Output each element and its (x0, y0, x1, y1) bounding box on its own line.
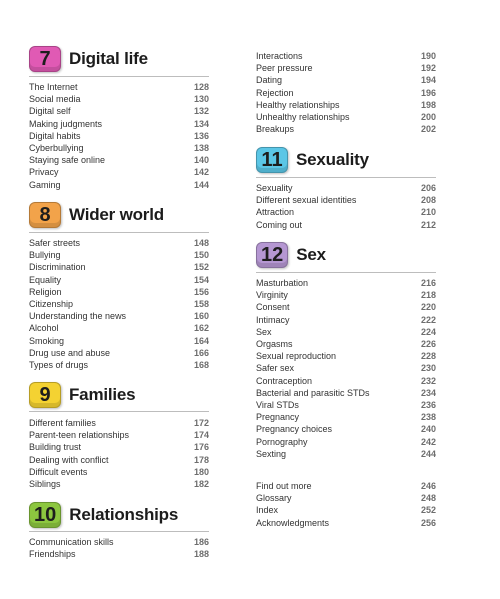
chapter-number-badge: 8 (29, 202, 61, 228)
toc-entry-title: Friendships (29, 549, 76, 560)
toc-entry-page-number: 190 (420, 51, 436, 61)
toc-entry (256, 362, 436, 374)
toc-entry-title: Peer pressure (256, 63, 313, 74)
toc-entry (29, 548, 209, 560)
toc-entry (29, 310, 209, 322)
toc-entry-page-number: 230 (420, 363, 436, 374)
toc-entry-title: Pornography (256, 436, 308, 447)
toc-entry-title: Types of drugs (29, 360, 89, 370)
toc-entry (29, 93, 209, 105)
toc-entry (29, 466, 209, 478)
toc-entry-title: Unhealthy relationships (256, 112, 350, 122)
chapter-title: Sex (296, 245, 326, 264)
toc-entry-title: Index (256, 505, 279, 516)
toc-entry (256, 219, 436, 231)
toc-entry-page-number: 176 (193, 442, 209, 453)
toc-entry-page-number: 206 (420, 183, 436, 193)
toc-entry (29, 429, 209, 441)
toc-entry (29, 536, 209, 548)
toc-entry-page-number: 198 (420, 99, 436, 110)
toc-entry-page-number: 256 (420, 517, 436, 528)
toc-entry (256, 504, 436, 516)
section-header-relationships (29, 502, 178, 528)
toc-entry-title: Contraception (256, 375, 313, 386)
toc-entry-page-number: 158 (193, 299, 209, 309)
toc-entry (29, 130, 209, 142)
toc-entry (29, 335, 209, 347)
toc-entry-title: Equality (29, 274, 62, 285)
toc-entry-title: Glossary (256, 493, 292, 504)
toc-entry-page-number: 154 (193, 274, 209, 285)
toc-entry-title: Attraction (256, 207, 295, 218)
section-divider (29, 411, 209, 412)
toc-entry-title: Intimacy (256, 314, 290, 325)
toc-entry-page-number: 232 (420, 375, 436, 386)
chapter-number-badge: 9 (29, 382, 61, 408)
toc-entry-title: Digital self (29, 106, 71, 117)
toc-entry (29, 274, 209, 286)
toc-entry-page-number: 252 (420, 505, 436, 516)
toc-entry (29, 347, 209, 359)
toc-entry (256, 123, 436, 135)
toc-entry-title: Building trust (29, 442, 82, 453)
toc-entry-title: Difficult events (29, 466, 88, 477)
toc-entry-page-number: 182 (193, 479, 209, 489)
section-divider (256, 177, 436, 178)
toc-entry (256, 350, 436, 362)
toc-entry-page-number: 242 (420, 436, 436, 447)
chapter-number-badge: 10 (29, 502, 61, 528)
toc-entry-page-number: 210 (420, 207, 436, 218)
toc-entry-page-number: 148 (193, 238, 209, 248)
chapter-number-badge: 11 (256, 147, 288, 173)
toc-entry (256, 387, 436, 399)
toc-entry (29, 118, 209, 130)
toc-entry-page-number: 134 (193, 118, 209, 129)
toc-entry-title: Sex (256, 326, 272, 337)
toc-entry-page-number: 240 (420, 424, 436, 435)
toc-entry-title: Communication skills (29, 537, 114, 547)
toc-entry-page-number: 130 (193, 94, 209, 105)
toc-entry (256, 289, 436, 301)
toc-entry (256, 338, 436, 350)
section-divider (256, 272, 436, 273)
toc-entry-title: Bacterial and parasitic STDs (256, 387, 370, 398)
toc-entry-page-number: 238 (420, 412, 436, 423)
section-divider (29, 531, 209, 532)
toc-entry-page-number: 222 (420, 314, 436, 325)
toc-entry-page-number: 136 (193, 130, 209, 141)
toc-entry-title: Bullying (29, 250, 61, 261)
toc-entry (29, 441, 209, 453)
toc-entry-page-number: 168 (193, 360, 209, 370)
toc-entry-page-number: 166 (193, 347, 209, 358)
toc-entry (256, 111, 436, 123)
chapter-title: Digital life (69, 49, 148, 68)
toc-entry-title: Sexting (256, 448, 287, 459)
toc-entry-page-number: 224 (420, 326, 436, 337)
toc-entry-title: Making judgments (29, 118, 103, 129)
toc-entry-page-number: 236 (420, 400, 436, 410)
toc-entry-title: Smoking (29, 335, 65, 346)
toc-entry (29, 298, 209, 310)
toc-entry (256, 411, 436, 423)
toc-entry-page-number: 150 (193, 250, 209, 261)
toc-entry-page-number: 160 (193, 311, 209, 322)
section-header-digital-life (29, 46, 148, 72)
toc-entry-page-number: 162 (193, 323, 209, 334)
chapter-title: Families (69, 385, 136, 404)
toc-entry (29, 249, 209, 261)
toc-entry (256, 448, 436, 460)
section-header-sexuality (256, 147, 369, 173)
toc-entry-page-number: 144 (193, 179, 209, 190)
toc-entry (29, 359, 209, 371)
toc-entry-title: Breakups (256, 124, 295, 135)
toc-entry-title: Acknowledgments (256, 517, 330, 528)
toc-entry-page-number: 216 (420, 278, 436, 288)
toc-entry (29, 154, 209, 166)
chapter-title: Relationships (69, 505, 179, 524)
toc-entry (256, 375, 436, 387)
toc-entry-title: Coming out (256, 219, 303, 230)
toc-entry (256, 62, 436, 74)
section-divider (29, 76, 209, 77)
toc-entry-page-number: 228 (420, 351, 436, 362)
toc-entry (29, 417, 209, 429)
toc-entry (256, 277, 436, 289)
toc-entry-page-number: 132 (193, 106, 209, 117)
toc-entry-page-number: 218 (420, 290, 436, 301)
chapter-number-badge: 12 (256, 242, 288, 268)
toc-entry-title: Understanding the news (29, 311, 127, 322)
toc-entry-title: Citizenship (29, 299, 74, 309)
toc-entry (29, 454, 209, 466)
toc-entry-title: Digital habits (29, 130, 81, 141)
toc-entry (29, 105, 209, 117)
toc-entry-title: Viral STDs (256, 400, 299, 410)
toc-entry-title: Pregnancy (256, 412, 300, 423)
toc-entry-page-number: 246 (420, 481, 436, 491)
toc-entry-title: Parent-teen relationships (29, 430, 130, 441)
toc-entry-page-number: 140 (193, 155, 209, 166)
toc-entry-title: Pregnancy choices (256, 424, 333, 435)
toc-entry-page-number: 220 (420, 302, 436, 313)
toc-entry-title: Privacy (29, 167, 59, 178)
toc-entry-page-number: 248 (420, 493, 436, 504)
toc-entry (256, 301, 436, 313)
toc-entry-page-number: 172 (193, 418, 209, 428)
toc-entry (29, 142, 209, 154)
toc-entry-title: Safer streets (29, 238, 81, 248)
toc-entry (256, 399, 436, 411)
toc-entry-page-number: 128 (193, 82, 209, 92)
toc-entry-page-number: 138 (193, 143, 209, 153)
toc-entry-title: Sexuality (256, 183, 293, 193)
toc-entry-page-number: 200 (420, 112, 436, 122)
toc-entry (256, 50, 436, 62)
toc-entry-page-number: 156 (193, 286, 209, 297)
toc-entry (29, 478, 209, 490)
toc-entry-page-number: 192 (420, 63, 436, 74)
toc-entry-page-number: 186 (193, 537, 209, 547)
toc-entry-page-number: 234 (420, 387, 436, 398)
toc-entry-title: Rejection (256, 87, 294, 98)
toc-entry-title: The Internet (29, 82, 78, 92)
toc-entry (256, 423, 436, 435)
toc-entry-page-number: 226 (420, 339, 436, 349)
toc-entry-title: Masturbation (256, 278, 309, 288)
toc-entry (256, 480, 436, 492)
toc-entry (256, 314, 436, 326)
toc-entry-title: Drug use and abuse (29, 347, 111, 358)
section-header-sex (256, 242, 326, 268)
toc-entry-title: Sexual reproduction (256, 351, 337, 362)
toc-entry-title: Gaming (29, 179, 61, 190)
toc-entry (29, 81, 209, 93)
section-header-wider-world (29, 202, 164, 228)
toc-entry (256, 492, 436, 504)
toc-entry-title: Social media (29, 94, 81, 105)
chapter-title: Wider world (69, 205, 164, 224)
toc-entry (256, 182, 436, 194)
toc-entry-page-number: 188 (193, 549, 209, 560)
toc-entry (256, 436, 436, 448)
chapter-title: Sexuality (296, 150, 369, 169)
toc-entry-title: Siblings (29, 479, 61, 489)
toc-entry-title: Find out more (256, 481, 312, 491)
toc-entry (29, 322, 209, 334)
toc-entry-page-number: 194 (420, 75, 436, 86)
toc-entry (256, 74, 436, 86)
toc-entry-page-number: 174 (193, 430, 209, 441)
toc-entry-title: Alcohol (29, 323, 59, 334)
toc-entry-title: Discrimination (29, 262, 86, 273)
toc-entry-title: Different sexual identities (256, 195, 357, 206)
toc-entry-title: Religion (29, 286, 62, 297)
toc-entry-title: Cyberbullying (29, 143, 84, 153)
toc-entry-page-number: 180 (193, 466, 209, 477)
toc-entry-title: Virginity (256, 290, 288, 301)
toc-entry-title: Safer sex (256, 363, 295, 374)
chapter-number-badge: 7 (29, 46, 61, 72)
toc-entry (29, 166, 209, 178)
toc-entry-page-number: 164 (193, 335, 209, 346)
section-divider (29, 232, 209, 233)
toc-entry-page-number: 212 (420, 219, 436, 230)
toc-entry (256, 194, 436, 206)
toc-entry-title: Orgasms (256, 339, 293, 349)
toc-entry-title: Healthy relationships (256, 99, 340, 110)
toc-entry (29, 261, 209, 273)
toc-entry (29, 237, 209, 249)
toc-entry-page-number: 142 (193, 167, 209, 178)
toc-entry (256, 517, 436, 529)
toc-entry (256, 87, 436, 99)
toc-entry-page-number: 152 (193, 262, 209, 273)
toc-entry (256, 99, 436, 111)
toc-entry-title: Staying safe online (29, 155, 106, 166)
toc-entry (29, 179, 209, 191)
toc-entry-page-number: 244 (420, 448, 436, 459)
toc-entry (256, 326, 436, 338)
toc-entry-page-number: 196 (420, 87, 436, 98)
toc-entry-title: Dealing with conflict (29, 454, 109, 465)
section-header-families (29, 382, 135, 408)
toc-entry-title: Different families (29, 418, 96, 428)
toc-entry-title: Interactions (256, 51, 303, 61)
toc-entry-page-number: 208 (420, 195, 436, 206)
toc-entry (256, 206, 436, 218)
toc-entry-title: Dating (256, 75, 283, 86)
toc-entry-title: Consent (256, 302, 290, 313)
toc-entry (29, 286, 209, 298)
toc-entry-page-number: 202 (420, 124, 436, 135)
toc-entry-page-number: 178 (193, 454, 209, 465)
